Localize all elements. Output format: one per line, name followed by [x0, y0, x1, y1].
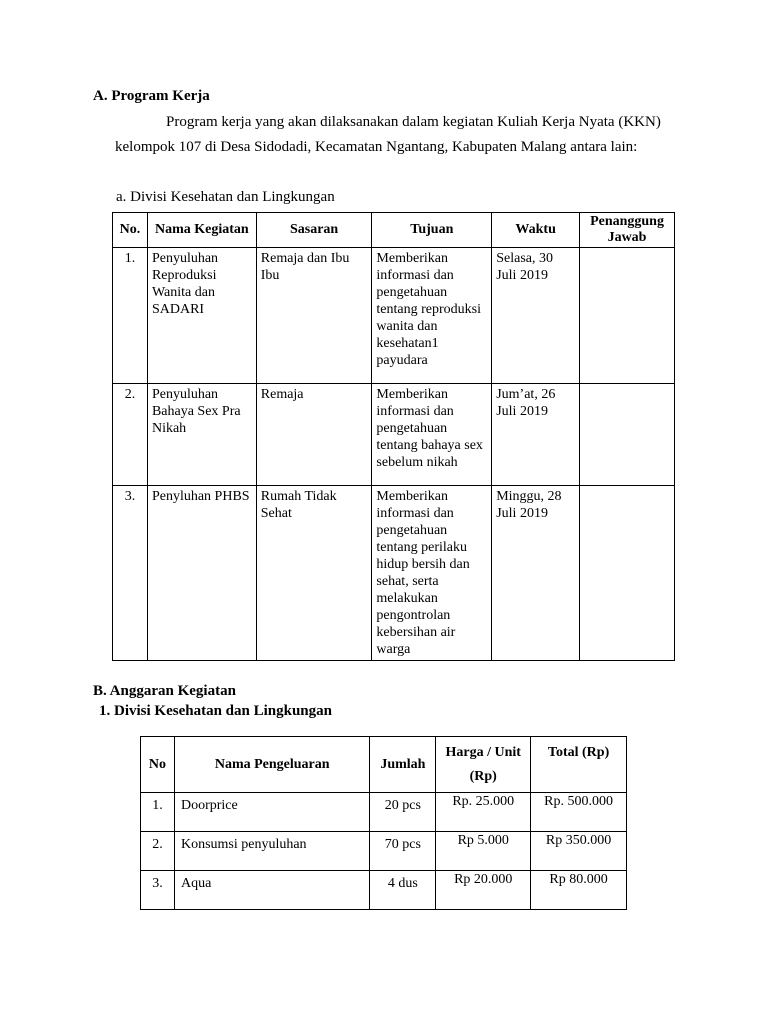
table-header-row: [141, 737, 627, 793]
header-nama-kegiatan: Nama Kegiatan: [147, 213, 256, 248]
cell-sasaran: Rumah Tidak Sehat: [256, 486, 372, 661]
division-subheading: a. Divisi Kesehatan dan Lingkungan: [116, 189, 335, 205]
header-no: No: [141, 737, 175, 793]
header-tujuan: Tujuan: [372, 213, 492, 248]
cell-harga: Rp. 25.000: [436, 793, 531, 832]
cell-total: Rp 350.000: [531, 832, 627, 871]
header-no: No.: [113, 213, 148, 248]
table-row: [113, 384, 675, 486]
section-b-heading: B. Anggaran Kegiatan: [93, 683, 236, 699]
cell-no: 3.: [141, 871, 175, 910]
cell-no: 1.: [141, 793, 175, 832]
cell-waktu: Jum’at, 26 Juli 2019: [492, 384, 580, 486]
cell-waktu: Minggu, 28 Juli 2019: [492, 486, 580, 661]
cell-harga: Rp 5.000: [436, 832, 531, 871]
cell-jumlah: 20 pcs: [370, 793, 436, 832]
cell-tujuan: Memberikan informasi dan pengetahuan tentang perilaku hidup bersih dan sehat, serta melakukan pengontrolan kebersihan air warga: [372, 486, 492, 661]
cell-jumlah: 4 dus: [370, 871, 436, 910]
header-waktu: Waktu: [492, 213, 580, 248]
cell-harga: Rp 20.000: [436, 871, 531, 910]
cell-nama: Penyuluhan Bahaya Sex Pra Nikah: [147, 384, 256, 486]
cell-tujuan: Memberikan informasi dan pengetahuan tentang reproduksi wanita dan kesehatan1 payudara: [372, 248, 492, 384]
table-row: [141, 832, 627, 871]
cell-no: 3.: [113, 486, 148, 661]
cell-no: 2.: [141, 832, 175, 871]
cell-jumlah: 70 pcs: [370, 832, 436, 871]
cell-pj: [580, 486, 675, 661]
cell-nama: Penyluhan PHBS: [147, 486, 256, 661]
cell-waktu: Selasa, 30 Juli 2019: [492, 248, 580, 384]
header-harga-unit: Harga / Unit (Rp): [436, 737, 531, 793]
program-table: [112, 212, 675, 661]
table-row: [141, 793, 627, 832]
table-row: [113, 248, 675, 384]
cell-pj: [580, 248, 675, 384]
cell-total: Rp 80.000: [531, 871, 627, 910]
section-a-heading: A. Program Kerja: [93, 88, 210, 104]
cell-total: Rp. 500.000: [531, 793, 627, 832]
header-total: Total (Rp): [531, 737, 627, 793]
budget-table: [140, 736, 627, 910]
intro-paragraph-line1: Program kerja yang akan dilaksanakan dalam kegiatan Kuliah Kerja Nyata (KKN): [166, 114, 661, 130]
intro-paragraph-line2: kelompok 107 di Desa Sidodadi, Kecamatan Ngantang, Kabupaten Malang antara lain:: [115, 139, 638, 155]
cell-nama: Penyuluhan Reproduksi Wanita dan SADARI: [147, 248, 256, 384]
cell-no: 1.: [113, 248, 148, 384]
table-row: [141, 871, 627, 910]
budget-subheading: 1. Divisi Kesehatan dan Lingkungan: [99, 703, 332, 719]
table-header-row: [113, 213, 675, 248]
cell-tujuan: Memberikan informasi dan pengetahuan tentang bahaya sex sebelum nikah: [372, 384, 492, 486]
header-sasaran: Sasaran: [256, 213, 372, 248]
table-row: [113, 486, 675, 661]
cell-sasaran: Remaja dan Ibu Ibu: [256, 248, 372, 384]
cell-nama: Aqua: [174, 871, 369, 910]
cell-no: 2.: [113, 384, 148, 486]
cell-sasaran: Remaja: [256, 384, 372, 486]
cell-nama: Doorprice: [174, 793, 369, 832]
cell-pj: [580, 384, 675, 486]
header-penanggung-jawab: Penanggung Jawab: [580, 213, 675, 248]
header-nama-pengeluaran: Nama Pengeluaran: [174, 737, 369, 793]
header-jumlah: Jumlah: [370, 737, 436, 793]
cell-nama: Konsumsi penyuluhan: [174, 832, 369, 871]
